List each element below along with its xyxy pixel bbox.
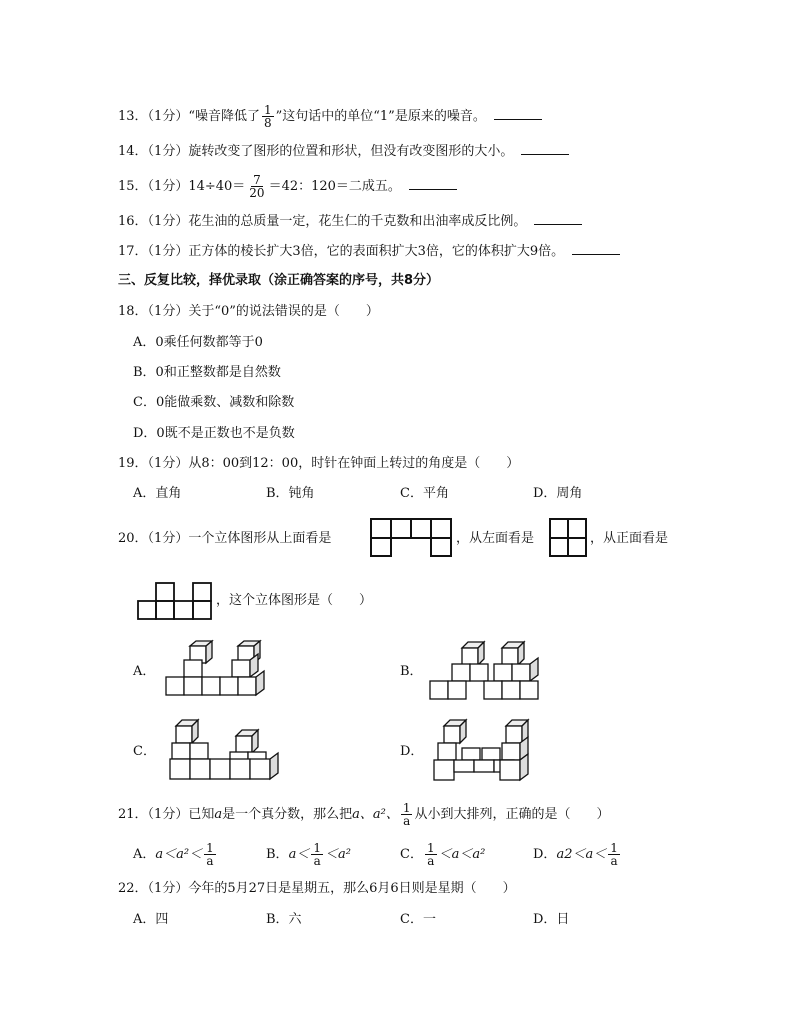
q22-option-c[interactable]: C．一 [400, 912, 436, 927]
q21-option-a-label: A． [133, 847, 156, 862]
q19-option-b[interactable]: B．钝角 [266, 486, 315, 501]
question-19-stem: 19．（1分）从8：00到12：00，时针在钟面上转过的角度是（ ） [118, 456, 520, 471]
q21-option-b-fraction [311, 842, 323, 867]
q20-stem-d: ，这个立体图形是（ ） [216, 593, 373, 608]
q21-option-a[interactable] [133, 842, 218, 867]
q21-stem-b: 是一个真分数，那么把 [222, 807, 353, 822]
q21-option-d-den: a [610, 854, 618, 868]
q21-option-b-label: B． [266, 847, 289, 862]
q20-option-a-figure[interactable] [162, 640, 272, 698]
q21-option-a-num: 1 [206, 841, 214, 855]
q21-option-a-fraction [204, 842, 216, 867]
q20-option-b-figure[interactable] [428, 640, 548, 702]
q21-option-c[interactable] [400, 842, 485, 867]
q20-option-c-figure[interactable] [168, 718, 280, 782]
q21-option-c-den: a [427, 854, 435, 868]
q18-option-d[interactable]: D．0既不是正数也不是负数 [133, 426, 295, 441]
q20-option-d-figure[interactable] [432, 718, 542, 784]
q21-option-c-fraction [425, 842, 437, 867]
q13-prefix: 13．（1分）“噪音降低了 [118, 109, 260, 124]
question-17 [118, 242, 620, 261]
q21-option-d[interactable] [533, 842, 622, 867]
q13-frac-num: 1 [263, 103, 272, 117]
q21-option-b-den: a [313, 854, 321, 868]
q21-frac-den: a [403, 814, 411, 828]
q18-option-b[interactable]: B．0和正整数都是自然数 [133, 365, 281, 380]
q15-fraction [247, 174, 266, 199]
q13-fraction [262, 104, 274, 129]
q21-option-b-num: 1 [313, 841, 321, 855]
q15-frac-den: 20 [249, 186, 265, 200]
q20-stem-c: ，从正面看是 [590, 531, 669, 546]
q13-answer-blank[interactable] [494, 107, 542, 120]
q14-text: 14．（1分）旋转改变了图形的位置和形状，但没有改变图形的大小。 [118, 144, 514, 159]
question-16 [118, 212, 582, 231]
q20-option-c-label[interactable]: C． [133, 744, 156, 759]
q15-suffix: ＝42：120＝二成五。 [268, 179, 401, 194]
q21-option-d-pre: a2＜a＜ [556, 847, 607, 862]
q21-option-c-label: C． [400, 847, 423, 862]
q21-option-b-post: ＜a² [324, 847, 351, 862]
q20-stem-a: 20．（1分）一个立体图形从上面看是 [118, 531, 332, 546]
question-15 [118, 174, 457, 199]
q22-option-a[interactable]: A．四 [133, 912, 169, 927]
q19-option-d[interactable]: D．周角 [533, 486, 583, 501]
q21-variable-a: a [214, 807, 223, 822]
q20-front-view-figure [137, 582, 213, 620]
q21-option-d-label: D． [533, 847, 557, 862]
q21-stem-c: 从小到大排列，正确的是（ ） [414, 807, 610, 822]
q21-option-b[interactable] [266, 842, 351, 867]
q15-prefix: 15．（1分）14÷40＝ [118, 179, 246, 194]
q20-stem-b: ，从左面看是 [456, 531, 535, 546]
q21-option-a-pre: a＜a²＜ [155, 847, 203, 862]
q22-option-b[interactable]: B．六 [266, 912, 302, 927]
q21-option-d-fraction [608, 842, 620, 867]
q19-option-c[interactable]: C．平角 [400, 486, 449, 501]
q20-left-view-figure [549, 518, 587, 558]
q13-suffix: ”这句话中的单位“1”是原来的噪音。 [275, 109, 486, 124]
q20-option-a-label[interactable]: A． [133, 664, 156, 679]
q16-text: 16．（1分）花生油的总质量一定，花生仁的千克数和出油率成反比例。 [118, 214, 527, 229]
q17-answer-blank[interactable] [572, 242, 620, 255]
q13-frac-den: 8 [263, 116, 272, 130]
q20-top-view-figure [370, 518, 452, 558]
q22-option-d[interactable]: D．日 [533, 912, 570, 927]
q21-option-a-den: a [206, 854, 214, 868]
question-14 [118, 142, 569, 161]
q19-option-a[interactable]: A．直角 [133, 486, 182, 501]
q16-answer-blank[interactable] [534, 212, 582, 225]
q21-option-c-post: ＜a＜a² [438, 847, 486, 862]
section-3-title: 三、反复比较，择优录取（涂正确答案的序号，共8分） [118, 273, 440, 288]
q21-option-d-num: 1 [610, 841, 618, 855]
q21-fraction [401, 802, 413, 827]
q21-option-c-num: 1 [426, 841, 435, 855]
q21-option-b-pre: a＜ [288, 847, 310, 862]
q20-option-b-label[interactable]: B． [400, 664, 423, 679]
q17-text: 17．（1分）正方体的棱长扩大3倍，它的表面积扩大3倍，它的体积扩大9倍。 [118, 244, 565, 259]
q21-stem-a: 21．（1分）已知 [118, 807, 215, 822]
question-13 [118, 104, 542, 129]
q21-list: a、a²、 [352, 807, 399, 822]
q15-answer-blank[interactable] [409, 177, 457, 190]
q21-frac-num: 1 [402, 801, 411, 815]
q18-option-c[interactable]: C．0能做乘数、减数和除数 [133, 395, 295, 410]
q15-frac-num: 7 [253, 173, 261, 187]
q14-answer-blank[interactable] [521, 142, 569, 155]
q20-option-d-label[interactable]: D． [400, 744, 424, 759]
q18-option-a[interactable]: A．0乘任何数都等于0 [133, 335, 263, 350]
question-21 [118, 802, 609, 827]
question-22-stem: 22．（1分）今年的5月27日是星期五，那么6月6日则是星期（ ） [118, 881, 516, 896]
question-18-stem: 18．（1分）关于“0”的说法错误的是（ ） [118, 304, 379, 319]
